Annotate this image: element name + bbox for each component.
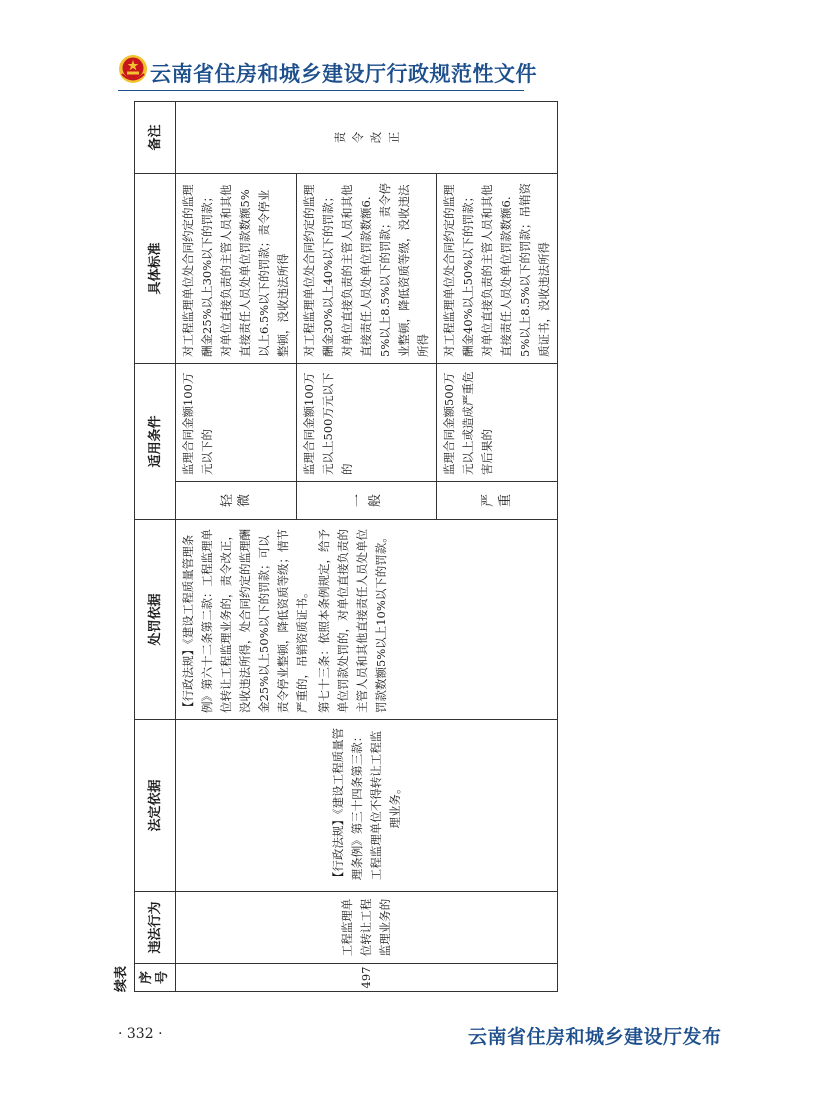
national-emblem-icon — [118, 54, 148, 84]
penalty-standards-table — [134, 101, 558, 992]
document-header-title: 云南省住房和城乡建设厅行政规范性文件 — [150, 62, 537, 86]
standard-cell-minor: 对工程监理单位处合同约定的监理酬金25%以上30%以下的罚款；对单位直接负责的主管人员和其他直接责任人员处单位罚款数额5%以上6.5%以下的罚款；责令停业整顿，没收违法所得 — [176, 173, 297, 363]
table-header-row — [135, 101, 176, 991]
col-header-condition: 适用条件 — [135, 363, 176, 519]
penalty-basis-part-2: 第七十三条：依照本条例规定，给予单位罚款处罚的，对单位直接负责的主管人员和其他直接责任人员处单位罚款数额5%以上10%以下的罚款。 — [317, 529, 388, 713]
condition-cell-minor: 监理合同金额100万元以下的 — [176, 363, 297, 481]
standard-cell-serious: 对工程监理单位处合同约定的监理酬金40%以上50%以下的罚款；对单位直接负责的主管人员和其他直接责任人员处单位罚款数额6.5%以上8.5%以下的罚款；吊销资质证书，没收违法所得 — [437, 173, 558, 363]
table-row — [176, 101, 297, 991]
row-remark: 责令改正 — [176, 101, 558, 173]
level-cell-minor: 轻微 — [176, 482, 297, 520]
col-header-standard: 具体标准 — [135, 173, 176, 363]
col-header-seq: 序号 — [135, 964, 176, 992]
condition-cell-serious: 监理合同金额500万元以上或造成严重危害后果的 — [437, 363, 558, 481]
row-legal-basis: 【行政法规】《建设工程质量管理条例》第三十四条第三款：工程监理单位不得转让工程监理业务。 — [176, 720, 558, 892]
page-number: · 332 · — [118, 1026, 163, 1042]
col-header-penalty-basis: 处罚依据 — [135, 520, 176, 720]
table-caption: 续表 — [114, 965, 129, 992]
penalty-table-rotated — [112, 102, 551, 992]
level-cell-general: 一般 — [297, 482, 437, 520]
col-header-behavior: 违法行为 — [135, 892, 176, 964]
level-cell-serious: 严重 — [437, 482, 558, 520]
standard-cell-general: 对工程监理单位处合同约定的监理酬金30%以上40%以下的罚款；对单位直接负责的主管人员和其他直接责任人员处单位罚款数额6.5%以上8.5%以下的罚款；责令停业整顿，降低资质等级，没收违法所得 — [297, 173, 437, 363]
condition-cell-general: 监理合同金额100万元以上500万元以下的 — [297, 363, 437, 481]
row-seq: 497 — [176, 964, 558, 992]
col-header-remark: 备注 — [135, 101, 176, 173]
row-penalty-basis — [176, 520, 558, 720]
penalty-basis-part-1: 【行政法规】《建设工程质量管理条例》第六十二条第二款：工程监理单位转让工程监理业务的，责令改正，没收违法所得，处合同约定的监理酬金25%以上50%以下的罚款；可以责令停业整顿，降低资质等级；情节严重的，吊销资质证书。 — [181, 529, 309, 713]
header-divider — [118, 90, 524, 91]
col-header-legal-basis: 法定依据 — [135, 720, 176, 892]
row-behavior: 工程监理单位转让工程监理业务的 — [176, 892, 558, 964]
publisher-footer: 云南省住房和城乡建设厅发布 — [468, 1026, 722, 1048]
